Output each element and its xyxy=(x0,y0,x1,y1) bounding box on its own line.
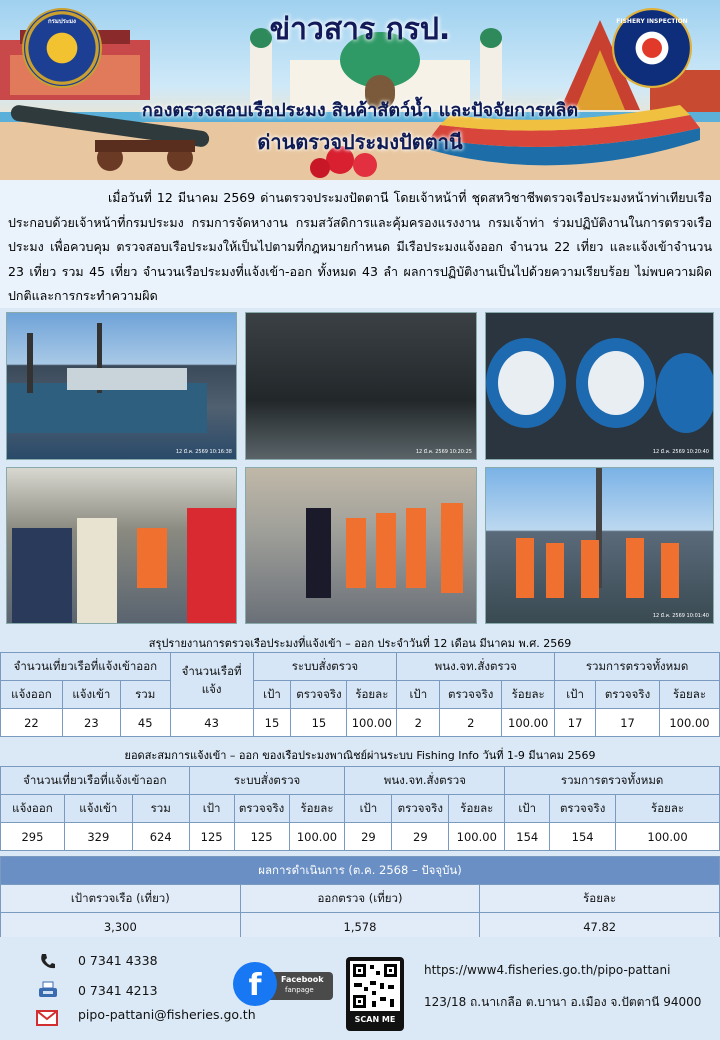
table-header: รวมการตรวจทั้งหมด xyxy=(555,653,720,681)
table-cell: 125 xyxy=(234,823,289,851)
photo-crew-group xyxy=(485,467,714,624)
facebook-sublabel: fanpage xyxy=(285,986,314,994)
phone-icon xyxy=(38,952,56,970)
table-cell: 154 xyxy=(550,823,616,851)
table-subheader: ตรวจจริง xyxy=(291,681,347,709)
table-subheader: แจ้งออก xyxy=(1,681,63,709)
table-cell: 125 xyxy=(189,823,234,851)
table-subheader: ร้อยละ xyxy=(289,795,345,823)
table-cell: 43 xyxy=(170,709,253,737)
table-caption-band: ผลการดำเนินการ (ต.ค. 2568 – ปัจจุบัน) xyxy=(1,857,720,885)
table-header: ระบบสั่งตรวจ xyxy=(189,767,345,795)
table-cell: 17 xyxy=(596,709,660,737)
daily-summary-table xyxy=(0,652,720,737)
phone-number: 0 7341 4338 xyxy=(78,953,158,968)
table-header: พนง.จท.สั่งตรวจ xyxy=(345,767,505,795)
cumulative-table xyxy=(0,766,720,851)
table-header: จำนวนเรือที่แจ้ง xyxy=(170,653,253,709)
table-subheader: ร้อยละ xyxy=(659,681,719,709)
table-cell: 45 xyxy=(120,709,170,737)
table-cell: 624 xyxy=(132,823,189,851)
photo-timestamp: 12 มี.ค. 2569 10:20:25 xyxy=(415,449,472,455)
table-cell: 100.00 xyxy=(347,709,397,737)
table-subheader: เป้า xyxy=(345,795,392,823)
table-cell: 29 xyxy=(392,823,449,851)
table-cell: 100.00 xyxy=(449,823,505,851)
table1-caption: สรุปรายงานการตรวจเรือประมงที่แจ้งเข้า – ออก ประจำวันที่ 12 เดือน มีนาคม พ.ศ. 2569 xyxy=(148,637,572,650)
table-subheader: ตรวจจริง xyxy=(550,795,616,823)
table-subheader: ตรวจจริง xyxy=(440,681,502,709)
intro-text: เมื่อวันที่ 12 มีนาคม 2569 ด่านตรวจประมงปัตตานี โดยเจ้าหน้าที่ ชุดสหวิชาชีพตรวจเรือประมงหน้าท่าเทียบเรือ ประกอบด้วยเจ้าหน้าที่กรมประมง กรมการจัดหางาน กรมสวัสดิการและคุ้มครองแรงงาน กรมเจ้าท่า ร่วมปฏิบัติงานในการตรวจเรือประมง เพื่อควบคุม ตรวจสอบเรือประมงให้เป็นไปตามที่กฎหมายกำหนด มีเรือประมงแจ้งออก จำนวน 22 เที่ยว และแจ้งเข้าจำนวน 23 เที่ยว รวม 45 เที่ยว จำนวนเรือประมงที่แจ้งเข้า-ออก ทั้งหมด 43 ลำ ผลการปฏิบัติงานเป็นไปด้วยความเรียบร้อย ไม่พบความผิดปกติและการกระทำความผิด xyxy=(8,190,712,303)
contact-footer xyxy=(0,937,720,1040)
table-cell: 23 xyxy=(62,709,120,737)
table-header: จำนวนเที่ยวเรือที่แจ้งเข้าออก xyxy=(1,653,171,681)
table-header: พนง.จท.สั่งตรวจ xyxy=(397,653,555,681)
photo-fishing-nets xyxy=(245,312,477,460)
table-cell: 15 xyxy=(291,709,347,737)
table-subheader: ตรวจจริง xyxy=(234,795,289,823)
table-subheader: ตรวจจริง xyxy=(596,681,660,709)
facebook-icon: f xyxy=(233,962,277,1006)
photo-fishing-boat xyxy=(6,312,237,460)
table-cell: 29 xyxy=(345,823,392,851)
seal-left-label: กรมประมง xyxy=(48,18,76,25)
table-subheader: เป้า xyxy=(253,681,291,709)
table-cell: 100.00 xyxy=(502,709,555,737)
qr-label: SCAN ME xyxy=(354,1015,396,1024)
website-link[interactable]: https://www4.fisheries.go.th/pipo-pattani xyxy=(424,963,671,977)
intro-paragraph xyxy=(0,180,720,308)
table-subheader: แจ้งออก xyxy=(1,795,65,823)
facebook-label: Facebook xyxy=(281,975,324,984)
email-icon xyxy=(36,1010,58,1026)
performance-table xyxy=(0,856,720,941)
table-subheader: เป้า xyxy=(397,681,440,709)
table-header: ระบบสั่งตรวจ xyxy=(253,653,397,681)
table-subheader: แจ้งเข้า xyxy=(62,681,120,709)
table-subheader: แจ้งเข้า xyxy=(64,795,132,823)
table-cell: 100.00 xyxy=(659,709,719,737)
fax-number: 0 7341 4213 xyxy=(78,983,158,998)
postal-address: 123/18 ถ.นาเกลือ ต.บานา อ.เมือง จ.ปัตตานี 94000 xyxy=(424,995,702,1009)
table-subheader: ร้อยละ xyxy=(347,681,397,709)
page-title: ข่าวสาร กรป. xyxy=(269,12,451,47)
photo-timestamp: 12 มี.ค. 2569 10:01:40 xyxy=(652,613,709,619)
table-subheader: ร้อยละ xyxy=(502,681,555,709)
table-subheader: เป้า xyxy=(555,681,596,709)
table-cell: 15 xyxy=(253,709,291,737)
table-cell: 3,300 xyxy=(1,913,241,941)
table-header: ออกตรวจ (เที่ยว) xyxy=(240,885,480,913)
qr-code-icon xyxy=(350,961,400,1011)
photo-inspection-officers xyxy=(6,467,237,624)
table-subheader: ร้อยละ xyxy=(616,795,720,823)
table-cell: 2 xyxy=(397,709,440,737)
qr-code[interactable] xyxy=(346,957,404,1031)
table-cell: 47.82 xyxy=(480,913,720,941)
table-cell: 329 xyxy=(64,823,132,851)
table-subheader: ร้อยละ xyxy=(449,795,505,823)
header-banner xyxy=(0,0,720,180)
table-header: เป้าตรวจเรือ (เที่ยว) xyxy=(1,885,241,913)
seal-right-label: FISHERY INSPECTION xyxy=(616,18,688,25)
table-cell: 17 xyxy=(555,709,596,737)
facebook-fanpage-link[interactable] xyxy=(233,962,333,1006)
photo-ice-tanks xyxy=(485,312,714,460)
email-address[interactable]: pipo-pattani@fisheries.go.th xyxy=(78,1007,256,1022)
table-subheader: เป้า xyxy=(505,795,550,823)
table-cell: 154 xyxy=(505,823,550,851)
page-subtitle-1: กองตรวจสอบเรือประมง สินค้าสัตว์น้ำ และปัจจัยการผลิต xyxy=(141,100,579,121)
table-header: รวมการตรวจทั้งหมด xyxy=(505,767,720,795)
table-cell: 2 xyxy=(440,709,502,737)
fax-icon xyxy=(38,981,58,999)
table-cell: 1,578 xyxy=(240,913,480,941)
table-header: ร้อยละ xyxy=(480,885,720,913)
photo-timestamp: 12 มี.ค. 2569 10:16:38 xyxy=(175,449,232,455)
table2-caption: ยอดสะสมการแจ้งเข้า – ออก ของเรือประมงพาณิชย์ผ่านระบบ Fishing Info วันที่ 1-9 มีนาคม 2569 xyxy=(124,749,596,762)
table-cell: 22 xyxy=(1,709,63,737)
table-cell: 100.00 xyxy=(616,823,720,851)
photo-crew-lineup xyxy=(245,467,477,624)
table-header: จำนวนเที่ยวเรือที่แจ้งเข้าออก xyxy=(1,767,190,795)
table-cell: 100.00 xyxy=(289,823,345,851)
table-cell: 295 xyxy=(1,823,65,851)
photo-timestamp: 12 มี.ค. 2569 10:20:40 xyxy=(652,449,709,455)
table-subheader: ตรวจจริง xyxy=(392,795,449,823)
page-subtitle-2: ด่านตรวจประมงปัตตานี xyxy=(257,130,463,154)
table-subheader: รวม xyxy=(132,795,189,823)
table-subheader: เป้า xyxy=(189,795,234,823)
table-subheader: รวม xyxy=(120,681,170,709)
